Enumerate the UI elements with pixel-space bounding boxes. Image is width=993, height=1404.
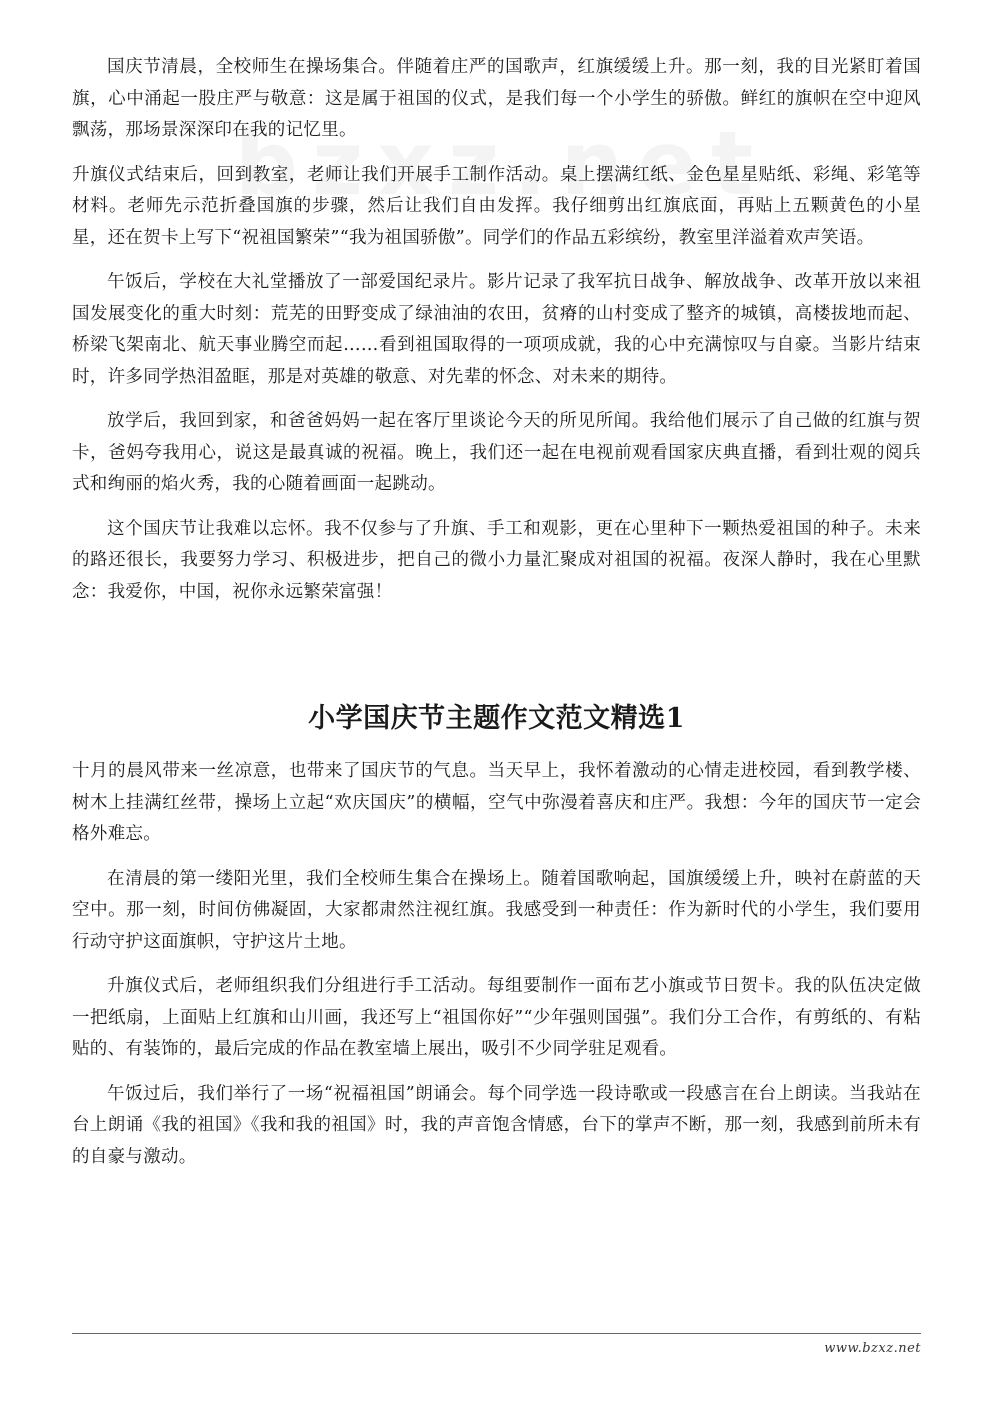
paragraph: 国庆节清晨，全校师生在操场集合。伴随着庄严的国歌声，红旗缓缓上升。那一刻，我的目光紧盯着国旗，心中涌起一股庄严与敬意：这是属于祖国的仪式，是我们每一个小学生的骄傲。鲜红的旗帜在空中迎风飘荡，那场景深深印在我的记忆里。	[72, 57, 921, 140]
document-body	[72, 52, 921, 1186]
paragraph: 十月的晨风带来一丝凉意，也带来了国庆节的气息。当天早上，我怀着激动的心情走进校园，看到教学楼、树木上挂满红丝带，操场上立起“欢庆国庆”的横幅，空气中弥漫着喜庆和庄严。我想：今年的国庆节一定会格外难忘。	[72, 761, 921, 844]
paragraph: 午饭过后，我们举行了一场“祝福祖国”朗诵会。每个同学选一段诗歌或一段感言在台上朗读。当我站在台上朗诵《我的祖国》《我和我的祖国》时，我的声音饱含情感，台下的掌声不断，那一刻，我感到前所未有的自豪与激动。	[72, 1083, 921, 1167]
paragraph: 放学后，我回到家，和爸爸妈妈一起在客厅里谈论今天的所见所闻。我给他们展示了自己做的红旗与贺卡，爸妈夸我用心，说这是最真诚的祝福。晚上，我们还一起在电视前观看国家庆典直播，看到壮观的阅兵式和绚丽的焰火秀，我的心随着画面一起跳动。	[72, 411, 921, 494]
paragraph: 升旗仪式结束后，回到教室，老师让我们开展手工制作活动。桌上摆满红纸、金色星星贴纸、彩绳、彩笔等材料。老师先示范折叠国旗的步骤，然后让我们自由发挥。我仔细剪出红旗底面，再贴上五颗黄色的小星星，还在贺卡上写下“祝祖国繁荣”“我为祖国骄傲”。同学们的作品五彩缤纷，教室里洋溢着欢声笑语。	[72, 164, 921, 248]
paragraph: 升旗仪式后，老师组织我们分组进行手工活动。每组要制作一面布艺小旗或节日贺卡。我的队伍决定做一把纸扇，上面贴上红旗和山川画，我还写上“祖国你好”“少年强则国强”。我们分工合作，有剪纸的、有粘贴的、有装饰的，最后完成的作品在教室墙上展出，吸引不少同学驻足观看。	[72, 976, 921, 1059]
paragraph: 这个国庆节让我难以忘怀。我不仅参与了升旗、手工和观影，更在心里种下一颗热爱祖国的种子。未来的路还很长，我要努力学习、积极进步，把自己的微小力量汇聚成对祖国的祝福。夜深人静时，我在心里默念：我爱你，中国，祝你永远繁荣富强！	[72, 518, 921, 602]
paragraph: 午饭后，学校在大礼堂播放了一部爱国纪录片。影片记录了我军抗日战争、解放战争、改革开放以来祖国发展变化的重大时刻：荒芜的田野变成了绿油油的农田，贫瘠的山村变成了整齐的城镇，高楼拔地而起、桥梁飞架南北、航天事业腾空而起……看到祖国取得的一项项成就，我的心中充满惊叹与自豪。当影片结束时，许多同学热泪盈眶，那是对英雄的敬意、对先辈的怀念、对未来的期待。	[72, 272, 921, 387]
spacer	[72, 621, 921, 701]
footer-url: www.bzxz.net	[824, 1341, 921, 1356]
section-title: 小学国庆节主题作文范文精选1	[308, 703, 685, 734]
footer-divider	[72, 1333, 921, 1334]
paragraph: 在清晨的第一缕阳光里，我们全校师生集合在操场上。随着国歌响起，国旗缓缓上升，映衬在蔚蓝的天空中。那一刻，时间仿佛凝固，大家都肃然注视红旗。我感受到一种责任：作为新时代的小学生，我们要用行动守护这面旗帜，守护这片土地。	[72, 868, 921, 952]
